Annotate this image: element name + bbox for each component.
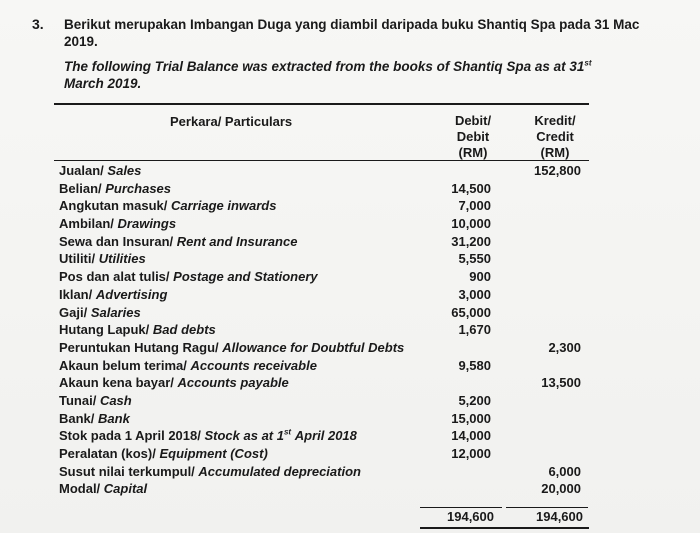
row-credit-value: 6,000: [548, 463, 581, 479]
row-label-english: Carriage inwards: [170, 198, 277, 214]
table-row: [59, 215, 599, 233]
row-debit-value: 5,550: [458, 251, 491, 267]
row-label-malay: Sewa dan Insuran/: [59, 233, 174, 249]
row-label-malay: Susut nilai terkumpul/: [59, 463, 195, 479]
row-label-english: Purchases: [105, 180, 172, 196]
total-credit: 194,600: [536, 509, 583, 524]
row-label-english: Bank: [98, 410, 130, 426]
row-label-english: Equipment (Cost): [159, 446, 268, 461]
table-row: [59, 286, 599, 304]
row-label: [59, 357, 317, 375]
row-label: [59, 197, 276, 215]
row-credit-value: 13,500: [541, 375, 581, 391]
row-debit-value: 1,670: [458, 322, 491, 338]
question-text-english-sup: st: [584, 58, 592, 68]
row-label-english: Accounts payable: [177, 375, 289, 391]
row-label: [59, 463, 361, 481]
row-label: [59, 162, 141, 180]
row-label-english: Allowance for Doubtful Debts: [222, 339, 405, 355]
row-label-malay: Gaji/: [59, 304, 88, 320]
header-credit-en: Credit: [536, 129, 574, 144]
row-label-malay: Belian/: [59, 180, 102, 196]
row-label: [59, 233, 297, 251]
row-debit-value: 900: [469, 269, 491, 285]
row-label-english: Utilities: [98, 251, 146, 267]
row-label: [59, 392, 132, 410]
row-label-malay: Modal/: [59, 481, 101, 497]
row-label-malay: Peralatan (kos)/: [59, 446, 156, 461]
row-credit-value: 2,300: [548, 339, 581, 355]
row-label-malay: Angkutan masuk/: [59, 198, 168, 214]
row-label: [59, 180, 171, 198]
question-text-english: [64, 58, 664, 92]
row-label: [59, 321, 216, 339]
table-header-rule: [54, 160, 589, 161]
table-row: [59, 197, 599, 215]
row-label-malay: Utiliti/: [59, 251, 96, 267]
row-debit-value: 12,000: [451, 446, 491, 461]
row-label-english: Drawings: [117, 216, 177, 232]
header-particulars: Perkara/ Particulars: [170, 114, 293, 129]
row-label: [59, 480, 147, 498]
table-row: [59, 321, 599, 339]
total-rule-debit: [420, 507, 502, 508]
row-label-malay: Hutang Lapuk/: [59, 322, 150, 338]
table-row: [59, 392, 599, 410]
table-row: [59, 427, 599, 445]
row-label: [59, 304, 141, 322]
row-label: [59, 339, 404, 357]
row-label-malay: Ambilan/: [59, 216, 114, 232]
row-label-english-post: April 2018: [294, 428, 357, 444]
row-debit-value: 14,000: [451, 428, 491, 444]
table-bottom-rule: [420, 527, 589, 529]
row-label-malay: Tunai/: [59, 392, 97, 408]
table-row: [59, 304, 599, 322]
row-label-english: Bad debts: [152, 322, 216, 338]
row-label-malay: Jualan/: [59, 163, 104, 178]
row-label-english: Cash: [99, 392, 132, 408]
row-label-english: Postage and Stationery: [173, 269, 318, 285]
row-label-malay: Pos dan alat tulis/: [59, 269, 170, 285]
table-row: [59, 445, 599, 463]
row-label-english: Capital: [103, 481, 148, 497]
row-debit-value: 5,200: [458, 392, 491, 408]
trial-balance-rows: [59, 162, 599, 498]
table-row: [59, 463, 599, 481]
header-debit-ms: Debit/: [454, 113, 492, 128]
header-credit: [520, 113, 590, 161]
table-row: [59, 233, 599, 251]
row-debit-value: 14,500: [451, 180, 491, 196]
table-row: [59, 357, 599, 375]
header-debit-en: Debit: [456, 129, 490, 144]
row-label-english: Accumulated depreciation: [198, 463, 361, 479]
row-label: [59, 268, 318, 286]
row-label: [59, 286, 167, 304]
total-rule-credit: [506, 507, 588, 508]
row-debit-value: 3,000: [458, 286, 491, 302]
question-text-malay: Berikut merupakan Imbangan Duga yang diambil daripada buku Shantiq Spa pada 31 Mac 2019.: [64, 17, 640, 49]
row-label-malay: Akaun belum terima/: [59, 357, 187, 373]
row-label-english: Advertising: [95, 286, 168, 302]
header-debit-unit: (RM): [458, 145, 488, 160]
row-label: [59, 410, 130, 428]
row-label: [59, 427, 357, 445]
table-row: [59, 180, 599, 198]
row-label-english: Stock as at 1: [204, 428, 284, 444]
question-text-english-post: March 2019.: [64, 76, 142, 91]
row-label: [59, 374, 289, 392]
table-row: [59, 374, 599, 392]
row-debit-value: 7,000: [458, 198, 491, 214]
row-label-english: Accounts receivable: [190, 357, 317, 373]
row-credit-value: 152,800: [534, 163, 581, 178]
row-label-english: Sales: [107, 163, 142, 178]
row-label: [59, 250, 146, 268]
table-top-rule: [54, 103, 589, 105]
row-label-english: Salaries: [90, 304, 141, 320]
row-label-malay: Iklan/: [59, 286, 93, 302]
header-credit-unit: (RM): [540, 145, 570, 160]
row-label-malay: Bank/: [59, 410, 95, 426]
row-label-malay: Peruntukan Hutang Ragu/: [59, 339, 219, 355]
question-text-english-pre: The following Trial Balance was extracted from the books of Shantiq Spa as at 31: [64, 59, 585, 74]
row-debit-value: 65,000: [451, 304, 491, 320]
question-number: 3.: [32, 16, 44, 32]
row-debit-value: 10,000: [451, 216, 491, 232]
row-label-english-sup: st: [283, 427, 292, 437]
row-debit-value: 31,200: [451, 233, 491, 249]
table-row: [59, 410, 599, 428]
row-label-english: Rent and Insurance: [176, 233, 298, 249]
row-label: [59, 215, 176, 233]
table-row: [59, 480, 599, 498]
table-row: [59, 250, 599, 268]
row-label-malay: Stok pada 1 April 2018/: [59, 428, 201, 444]
table-row: [59, 268, 599, 286]
header-debit: [438, 113, 508, 161]
table-row: [59, 339, 599, 357]
table-row: [59, 162, 599, 180]
header-credit-ms: Kredit/: [534, 113, 576, 128]
row-debit-value: 9,580: [458, 357, 491, 373]
row-label-malay: Akaun kena bayar/: [59, 375, 174, 391]
row-credit-value: 20,000: [541, 481, 581, 497]
total-debit: 194,600: [447, 509, 494, 524]
row-label: [59, 445, 268, 463]
row-debit-value: 15,000: [451, 410, 491, 426]
